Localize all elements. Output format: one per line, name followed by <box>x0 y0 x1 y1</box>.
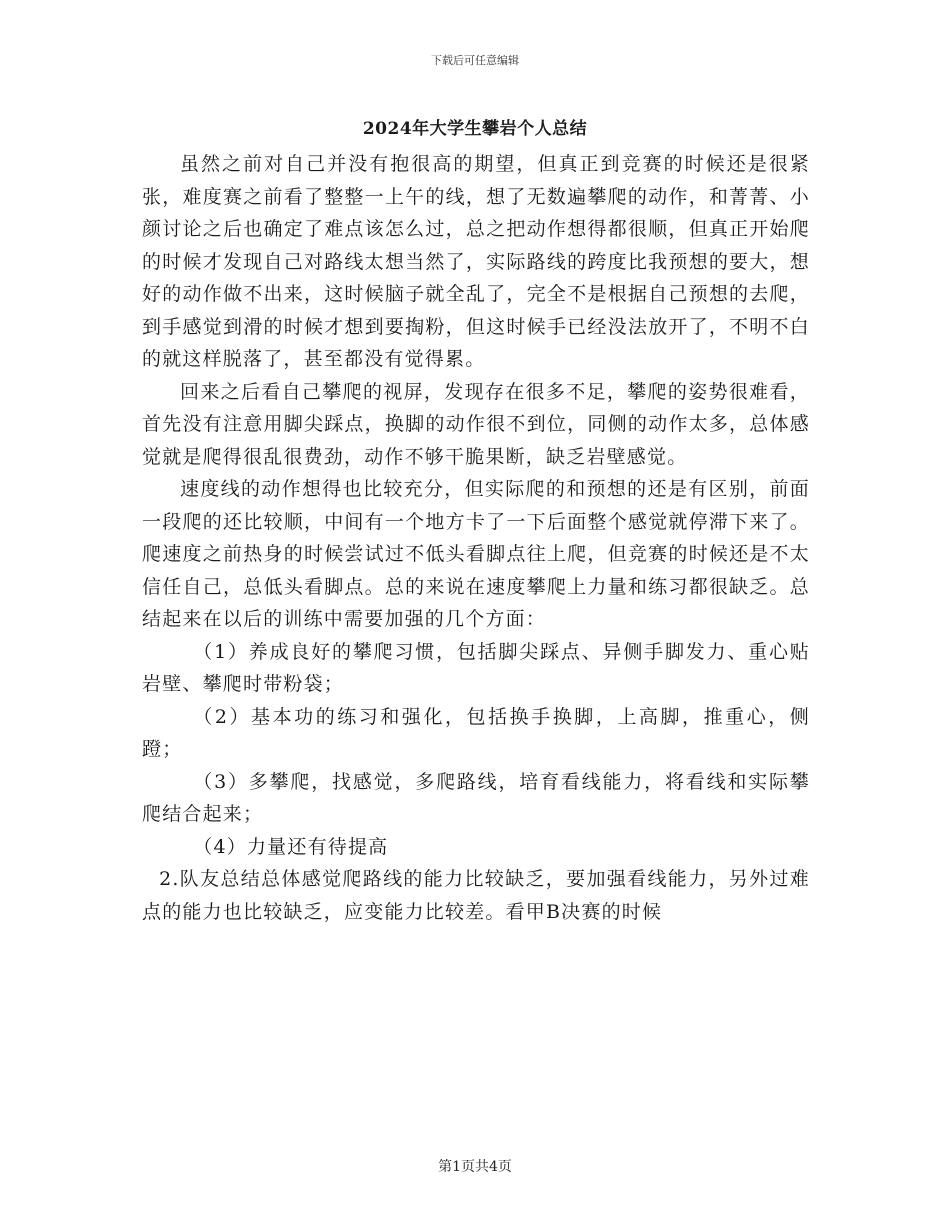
paragraph: 回来之后看自己攀爬的视屏，发现存在很多不足，攀爬的姿势很难看，首先没有注意用脚尖踩点，换脚的动作很不到位，同侧的动作太多，总体感觉就是爬得很乱很费劲，动作不够干脆果断，缺乏岩壁感觉。 <box>142 380 810 468</box>
paragraph: 虽然之前对自己并没有抱很高的期望，但真正到竞赛的时候还是很紧张，难度赛之前看了整整一上午的线，想了无数遍攀爬的动作，和菁菁、小颜讨论之后也确定了难点该怎么过，总之把动作想得都很顺，但真正开始爬的时候才发现自己对路线太想当然了，实际路线的跨度比我预想的要大，想好的动作做不出来，这时候脑子就全乱了，完全不是根据自己预想的去爬，到手感觉到滑的时候才想到要掏粉，但这时候手已经没法放开了，不明不白的就这样脱落了，甚至都没有觉得累。 <box>142 153 810 370</box>
document-body <box>142 148 810 928</box>
list-item: （1）养成良好的攀爬习惯，包括脚尖踩点、异侧手脚发力、重心贴岩壁、攀爬时带粉袋； <box>142 640 810 695</box>
list-item: （2）基本功的练习和强化，包括换手换脚，上高脚，推重心，侧蹬； <box>142 705 810 760</box>
list-item: （3）多攀爬，找感觉，多爬路线，培育看线能力，将看线和实际攀爬结合起来； <box>142 770 810 825</box>
document-title: 2024年大学生攀岩个人总结 <box>362 119 588 139</box>
paragraph: 速度线的动作想得也比较充分，但实际爬的和预想的还是有区别，前面一段爬的还比较顺，中间有一个地方卡了一下后面整个感觉就停滞下来了。爬速度之前热身的时候尝试过不低头看脚点往上爬，但竞赛的时候还是不太信任自己，总低头看脚点。总的来说在速度攀爬上力量和练习都很缺乏。总结起来在以后的训练中需要加强的几个方面： <box>142 478 810 630</box>
paragraph: 2.队友总结总体感觉爬路线的能力比较缺乏，要加强看线能力，另外过难点的能力也比较缺乏，应变能力比较差。看甲B决赛的时候 <box>142 868 810 923</box>
page-number: 第1页共4页 <box>438 1159 512 1175</box>
list-item: （4）力量还有待提高 <box>193 835 389 858</box>
page-header-note: 下载后可任意编辑 <box>431 54 519 67</box>
